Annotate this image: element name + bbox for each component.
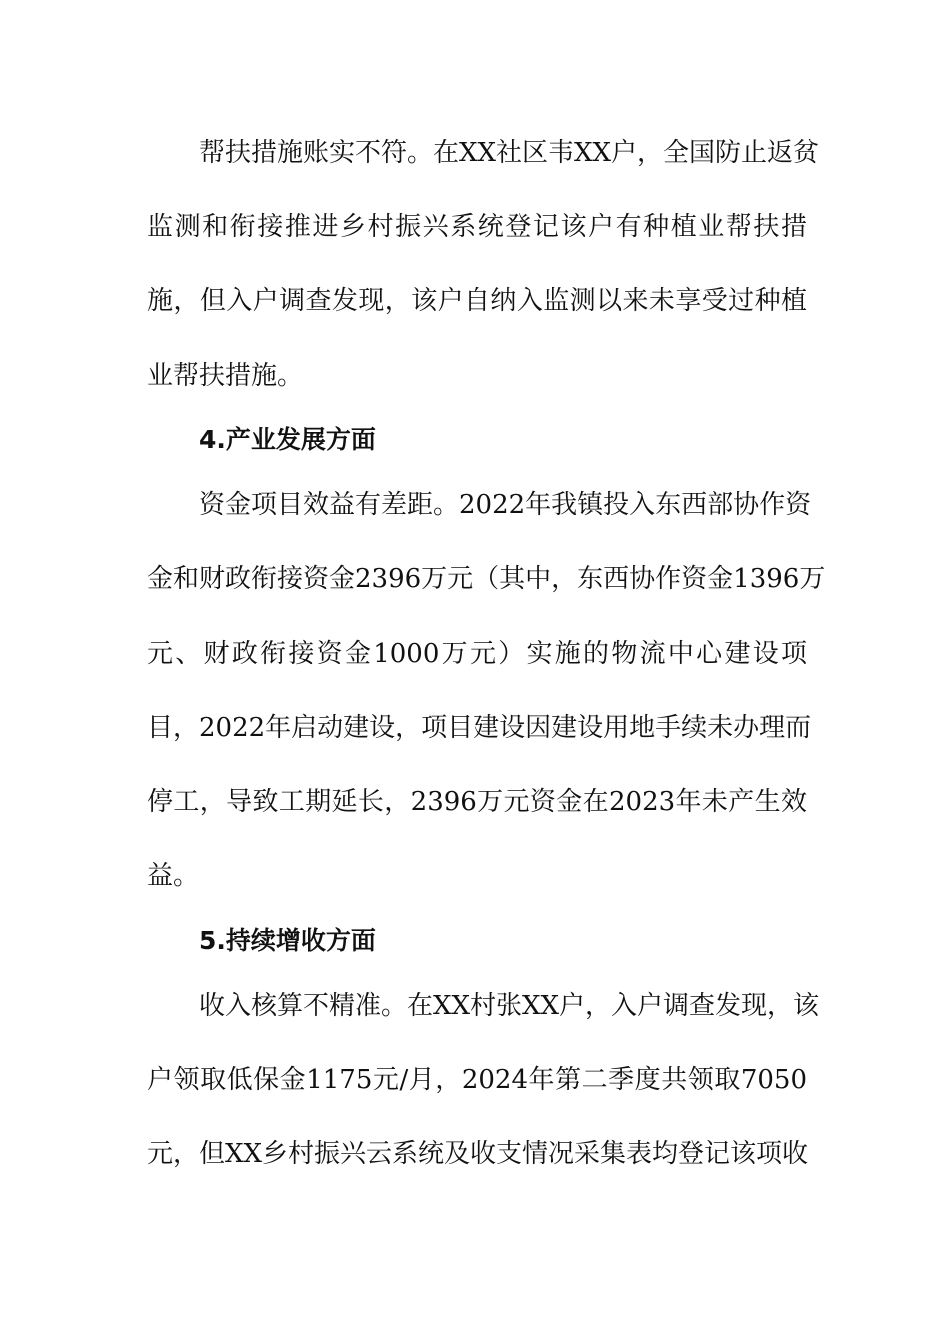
paragraph-1-line-3: 施，但入户调查发现，该户自纳入监测以来未享受过种植 bbox=[147, 286, 807, 316]
paragraph-2-line-1: 资金项目效益有差距。2022年我镇投入东西部协作资 bbox=[199, 490, 812, 520]
paragraph-2-line-2: 金和财政衔接资金2396万元（其中，东西协作资金1396万 bbox=[147, 564, 826, 594]
paragraph-3-line-3: 元，但XX乡村振兴云系统及收支情况采集表均登记该项收 bbox=[147, 1139, 809, 1169]
paragraph-2-line-4: 目，2022年启动建设，项目建设因建设用地手续未办理而 bbox=[147, 713, 812, 743]
paragraph-1-line-2: 监测和衔接推进乡村振兴系统登记该户有种植业帮扶措 bbox=[147, 212, 807, 242]
paragraph-3-line-2: 户领取低保金1175元/月，2024年第二季度共领取7050 bbox=[147, 1065, 807, 1095]
paragraph-1-line-4: 业帮扶措施。 bbox=[147, 361, 304, 391]
paragraph-1-line-1: 帮扶措施账实不符。在XX社区韦XX户，全国防止返贫 bbox=[199, 138, 820, 168]
section-heading-4: 4.产业发展方面 bbox=[199, 425, 376, 454]
paragraph-2-line-6: 益。 bbox=[147, 861, 200, 891]
paragraph-2-line-5: 停工，导致工期延长，2396万元资金在2023年未产生效 bbox=[147, 787, 807, 817]
section-heading-5: 5.持续增收方面 bbox=[199, 926, 376, 955]
paragraph-3-line-1: 收入核算不精准。在XX村张XX户，入户调查发现，该 bbox=[199, 991, 820, 1021]
paragraph-2-line-3: 元、财政衔接资金1000万元）实施的物流中心建设项 bbox=[147, 639, 807, 669]
